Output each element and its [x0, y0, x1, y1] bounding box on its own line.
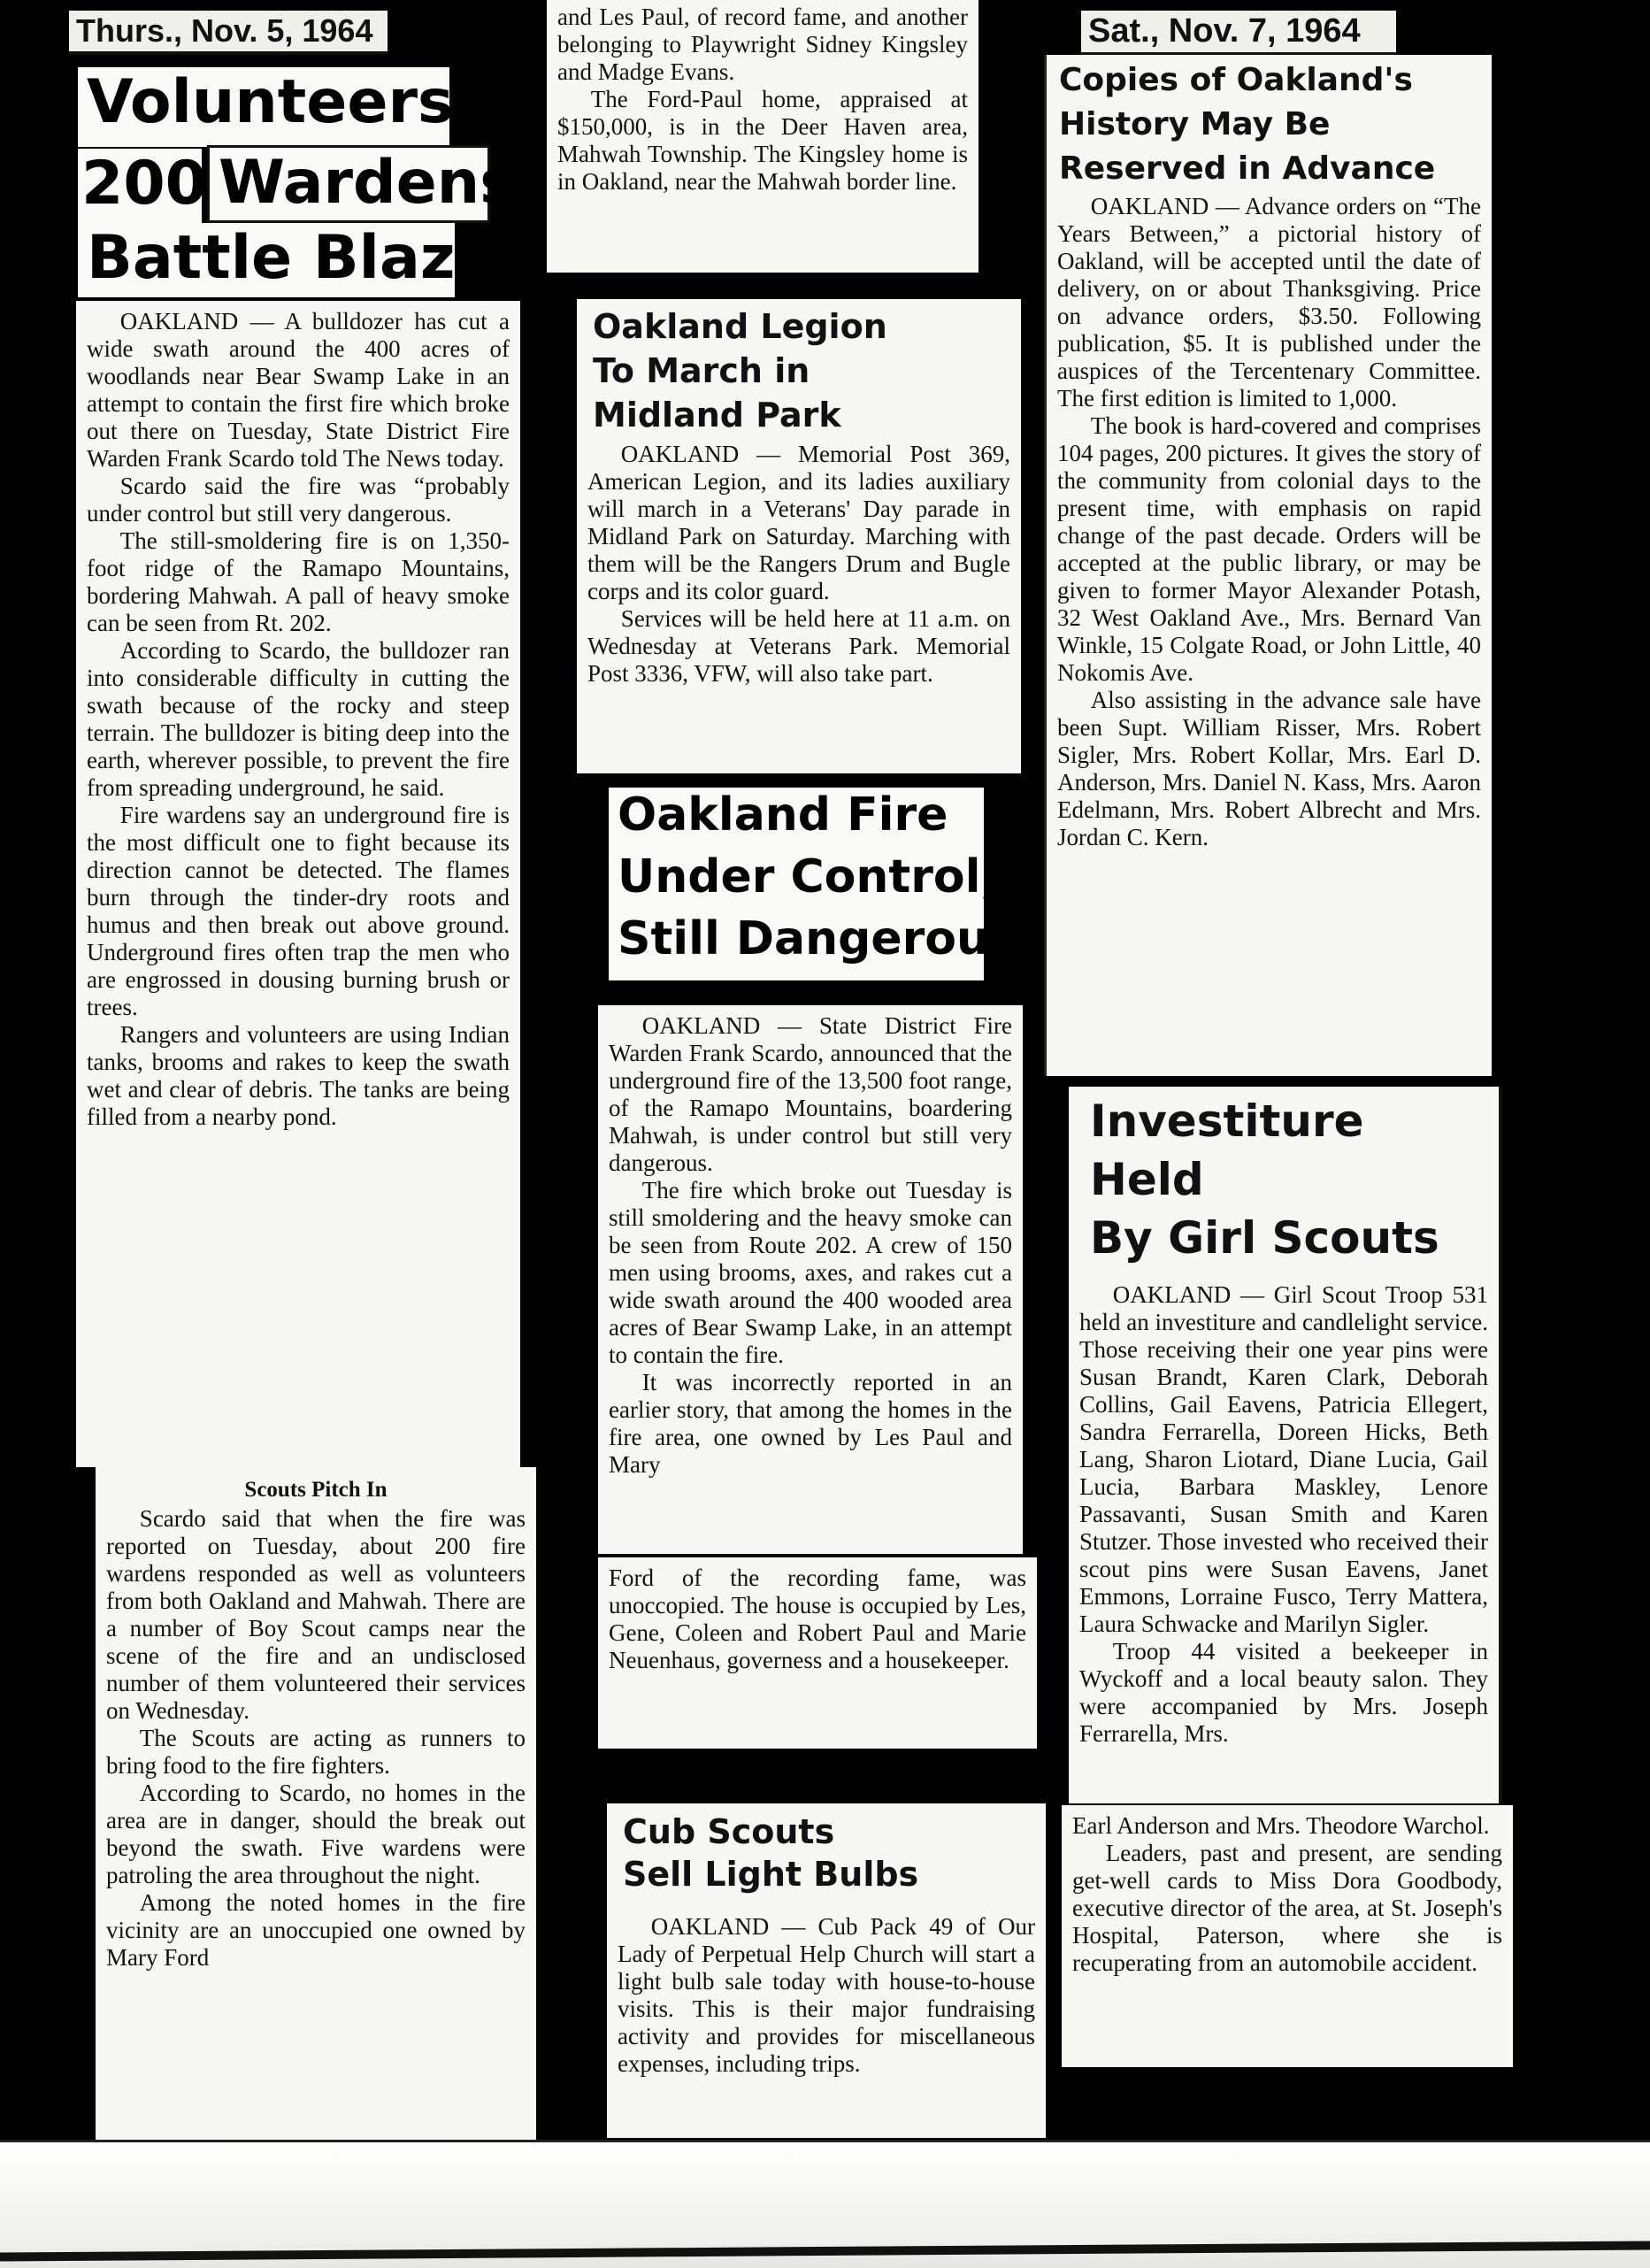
article-volunteers-part2 [96, 1467, 536, 2140]
paragraph: OAKLAND — Advance orders on “The Years Between,” a pictorial history of Oakland, will be accepted until the date of delivery, on or about Thanksgiving. Price on advance orders, $3.50. Following publication, $5. It is published under the auspices of the Tercentenary Committee. The first edition is limited to 1,000. [1057, 193, 1481, 411]
paragraph: Among the noted homes in the fire vicinity are an unoccupied one owned by Mary Ford [106, 1889, 526, 1971]
paragraph: The fire which broke out Tuesday is still smoldering and the heavy smoke can be seen from Route 202. A crew of 150 men using brooms, axes, and rakes cut a wide swath around the 400 wooded area acres of Bear Swamp Lake, in an attempt to contain the fire. [609, 1177, 1012, 1368]
paragraph: Services will be held here at 11 a.m. on Wednesday at Veterans Park. Memorial Post 3336, VFW, will also take part. [587, 605, 1010, 687]
article-continuation-ford-paul [547, 0, 978, 273]
headline-legion-line3: Midland Park [593, 396, 841, 434]
paragraph: OAKLAND — Girl Scout Troop 531 held an investiture and candlelight service. Those receiving their one year pins were Susan Brandt, Karen Clark, Deborah Collins, Gail Eavens, Patricia Ellegert, Sandra Ferrarella, Doreen Hicks, Beth Lang, Sharon Liotard, Diane Lucia, Gail Lucia, Barbara Maskley, Lenore Passavanti, Susan Smith and Karen Stutzer. Those invested who received their scout pins were Susan Eavens, Janet Emmons, Lorraine Fusco, Terry Mattera, Laura Schwacke and Marilyn Sigler. [1079, 1281, 1488, 1637]
paragraph: The still-smoldering fire is on 1,350-foot ridge of the Ramapo Mountains, bordering Mahwah. A pall of heavy smoke can be seen from Rt. 202. [87, 527, 510, 636]
paragraph: Also assisting in the advance sale have been Supt. William Risser, Mrs. Robert Sigler, Mrs. Robert Kollar, Mrs. Earl D. Anderson, Mrs. Daniel N. Kass, Mrs. Aaron Edelmann, Mrs. Robert Albrecht and Mrs. Jordan C. Kern. [1057, 687, 1481, 850]
headline-volunteers-200: 200 [78, 149, 202, 225]
paragraph: Scardo said that when the fire was reported on Tuesday, about 200 fire wardens responded as well as volunteers from both Oakland and Mahwah. There are a number of Boy Scout camps near the scene of the fire and an undisclosed number of them volunteered their services on Wednesday. [106, 1505, 526, 1724]
headline-history-line2: History May Be [1059, 106, 1331, 142]
paragraph: OAKLAND — Memorial Post 369, American Legion, and its ladies auxiliary will march in a Veterans' Day parade in Midland Park on Saturday. Marching with them will be the Rangers Drum and Bugle corps and its color guard. [587, 441, 1010, 604]
article-girl-scouts-continued [1062, 1805, 1513, 2067]
paragraph: Fire wardens say an underground fire is the most difficult one to fight because its direction cannot be detected. The flames burn through the tinder-dry roots and humus and then break out above ground. Underground fires often trap the men who are engrossed in dousing burning brush or trees. [87, 802, 510, 1020]
dateline-saturday: Sat., Nov. 7, 1964 [1081, 11, 1396, 56]
headline-volunteers-line1: Volunteers, [78, 67, 449, 147]
paragraph: Leaders, past and present, are sending get-well cards to Miss Dora Goodbody, executive director of the area, at St. Joseph's Hospital, Paterson, where she is recuperating from an automobile accident. [1072, 1840, 1502, 1976]
article-legion [577, 299, 1021, 773]
article-fire-control-continued [598, 1557, 1037, 1749]
article-history [1044, 55, 1492, 1076]
continuation-text: Ford of the recording fame, was unoccopied. The house is occupied by Les, Gene, Coleen and Robert Paul and Marie Neuenhaus, governess and a housekeeper. [609, 1565, 1026, 1673]
dateline-thursday: Thurs., Nov. 5, 1964 [69, 11, 388, 55]
page-edge-line [0, 2241, 1650, 2261]
headline-cub-scouts-line1: Cub Scouts [623, 1812, 835, 1851]
paragraph: According to Scardo, the bulldozer ran into considerable difficulty in cutting the swath because of the rocky and steep terrain. The bulldozer is biting deep into the earth, wherever possible, to prevent the fire from spreading underground, he said. [87, 637, 510, 801]
headline-volunteers-wardens: Wardens [207, 145, 490, 223]
paragraph: Troop 44 visited a beekeeper in Wyckoff and a local beauty salon. They were accompanied by Mrs. Joseph Ferrarella, Mrs. [1079, 1638, 1488, 1747]
headline-legion-line2: To March in [593, 351, 810, 390]
headline-cub-scouts-line2: Sell Light Bulbs [623, 1855, 919, 1894]
scrapbook-page-edge [0, 2140, 1650, 2268]
headline-history-line1: Copies of Oakland's [1059, 62, 1413, 98]
paragraph: Scardo said the fire was “probably under control but still very dangerous. [87, 473, 510, 527]
article-girl-scouts [1069, 1087, 1502, 1803]
headline-girl-scouts-line1: Investiture Held [1090, 1096, 1364, 1205]
paragraph: The Scouts are acting as runners to bring food to the fire fighters. [106, 1725, 526, 1779]
paragraph: According to Scardo, no homes in the area are in danger, should the break out beyond the swath. Five wardens were patroling the area throughout the night. [106, 1780, 526, 1888]
headline-fire-control-line3: Still Dangerous [609, 911, 984, 980]
continuation-text: and Les Paul, of record fame, and another belonging to Playwright Sidney Kingsley and Madge Evans. [557, 4, 968, 85]
headline-fire-control-line2: Under Control, [609, 850, 984, 913]
continuation-text: Earl Anderson and Mrs. Theodore Warchol. [1072, 1812, 1490, 1839]
paragraph: Rangers and volunteers are using Indian tanks, brooms and rakes to keep the swath wet and clear of debris. The tanks are being filled from a nearby pond. [87, 1021, 510, 1130]
paragraph: OAKLAND — Cub Pack 49 of Our Lady of Perpetual Help Church will start a light bulb sale today with house-to-house visits. This is their major fundraising activity and provides for miscellaneous expenses, including trips. [618, 1913, 1035, 2077]
paragraph: OAKLAND — A bulldozer has cut a wide swath around the 400 acres of woodlands near Bear Swamp Lake in an attempt to contain the first fire which broke out there on Tuesday, State District Fire Warden Frank Scardo told The News today. [87, 308, 510, 472]
subhead-scouts-pitch-in: Scouts Pitch In [244, 1478, 388, 1502]
paragraph: The Ford-Paul home, appraised at $150,000, is in the Deer Haven area, Mahwah Township. The Kingsley home is in Oakland, near the Mahwah border line. [557, 86, 968, 195]
article-cub-scouts [607, 1803, 1046, 2138]
paragraph: The book is hard-covered and comprises 104 pages, 200 pictures. It gives the story of the community from colonial days to the present time, with emphasis on rapid change of the past decade. Orders will be accepted at the public library, or may be given to former Mayor Alexander Potash, 32 West Oakland Ave., Mrs. Bernard Van Winkle, 15 Colgate Road, or John Little, 40 Nokomis Ave. [1057, 412, 1481, 686]
article-volunteers-part1 [76, 301, 520, 1467]
headline-girl-scouts-line2: By Girl Scouts [1090, 1212, 1439, 1264]
article-fire-control [598, 1005, 1023, 1554]
paragraph: It was incorrectly reported in an earlier story, that among the homes in the fire area, one owned by Les Paul and Mary [609, 1369, 1012, 1478]
headline-history-line3: Reserved in Advance [1059, 150, 1436, 187]
headline-legion-line1: Oakland Legion [593, 307, 887, 346]
headline-volunteers-line3: Battle Blaze [78, 223, 455, 297]
paragraph: OAKLAND — State District Fire Warden Frank Scardo, announced that the underground fire of the 13,500 foot range, of the Ramapo Mountains, boardering Mahwah, is under control but still very dangerous. [609, 1012, 1012, 1176]
headline-fire-control-line1: Oakland Fire [609, 788, 984, 851]
